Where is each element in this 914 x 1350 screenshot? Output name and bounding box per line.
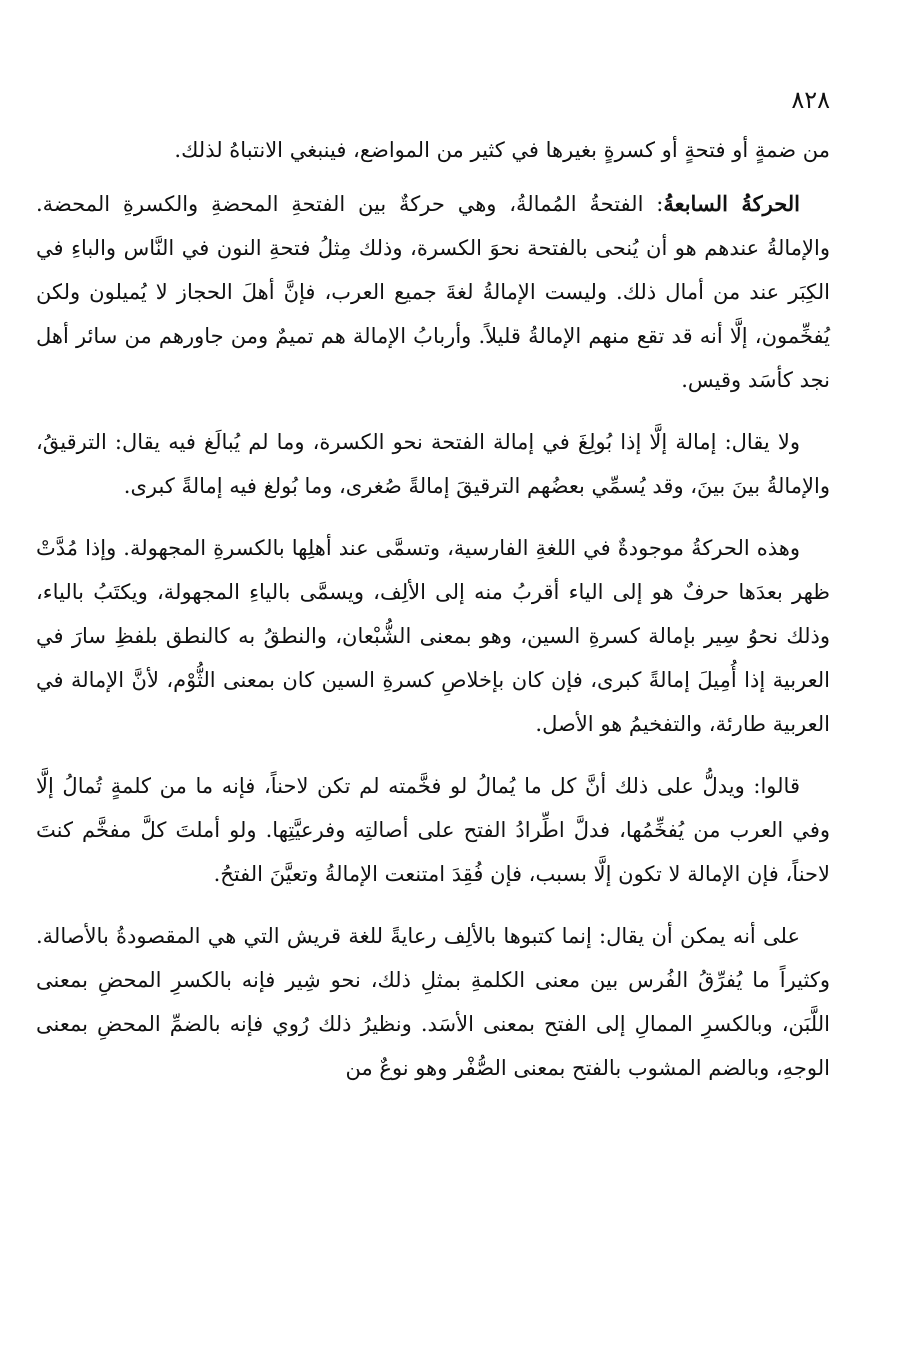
- paragraph-continuation: [36, 128, 830, 172]
- paragraph-persian: [36, 526, 830, 746]
- page-number: ٨٢٨: [791, 86, 830, 114]
- body-text: [36, 128, 830, 1108]
- paragraph-text: : الفتحةُ المُمالةُ، وهي حركةٌ بين الفتحةِ المحضةِ والكسرةِ المحضة. والإمالةُ عندهم هو أن يُنحى بالفتحة نحوَ الكسرة، وذلك مِثلُ فتحةِ النون في النَّاس والباءِ في الكِبَر عند من أمال ذلك. وليست الإمالةُ لغةَ جميع العرب، فإنَّ أهلَ الحجاز لا يُميلون ولكن يُفخِّمون، إلَّا أنه قد تقع منهم الإمالةُ قليلاً. وأربابُ الإمالة هم تميمٌ ومن جاورهم من سائر أهل نجد كأسَد وقيس.: [36, 192, 830, 392]
- section-heading: الحركةُ السابعةُ: [663, 191, 801, 216]
- paragraph-imala-definition: [36, 420, 830, 508]
- paragraph-text: ولا يقال: إمالة إلَّا إذا بُولِغَ في إمالة الفتحة نحو الكسرة، وما لم يُبالَغ فيه يقال: الترقيقُ، والإمالةُ بينَ بينَ، وقد يُسمِّي بعضُهم الترقيقَ إمالةً صُغرى، وما بُولغ فيه إمالةً كبرى.: [36, 430, 830, 498]
- paragraph-text: وهذه الحركةُ موجودةٌ في اللغةِ الفارسية، وتسمَّى عند أهلِها بالكسرةِ المجهولة. وإذا مُدَّتْ ظهر بعدَها حرفٌ هو إلى الياء أقربُ منه إلى الألِف، ويسمَّى بالياءِ المجهولة، ويكتَبُ بالياء، وذلك نحوُ سِير بإمالة كسرةِ السين، وهو بمعنى الشُّبْعان، والنطقُ به كالنطق بلفظِ سارَ في العربية إذا أُمِيلَ إمالةً كبرى، فإن كان بإخلاصِ كسرةِ السين كان بمعنى الثُّوْم، لأنَّ الإمالة في العربية طارئة، والتفخيمُ هو الأصل.: [36, 536, 830, 736]
- paragraph-quraysh: [36, 914, 830, 1090]
- paragraph-text: قالوا: ويدلُّ على ذلك أنَّ كل ما يُمالُ لو فخَّمته لم تكن لاحناً، فإنه ما من كلمةٍ تُمالُ إلَّا وفي العرب من يُفخِّمُها، فدلَّ اطِّرادُ الفتح على أصالتِه وفرعيَّتِها. ولو أملتَ كلَّ مفخَّم كنتَ لاحناً، فإن الإمالة لا تكون إلَّا بسبب، فإن فُقِدَ امتنعت الإمالةُ وتعيَّنَ الفتحُ.: [36, 774, 830, 886]
- paragraph-evidence: [36, 764, 830, 896]
- paragraph-seventh-vowel: [36, 182, 830, 402]
- paragraph-text: من ضمةٍ أو فتحةٍ أو كسرةٍ بغيرها في كثير من المواضع، فينبغي الانتباهُ لذلك.: [174, 138, 830, 162]
- paragraph-text: على أنه يمكن أن يقال: إنما كتبوها بالألِف رعايةً للغة قريش التي هي المقصودةُ بالأصالة. وكثيراً ما يُفرِّقُ الفُرس بين معنى الكلمةِ بمثلِ ذلك، نحو شِير فإنه بالكسرِ المحضِ بمعنى اللَّبَن، وبالكسرِ الممالِ إلى الفتح بمعنى الأسَد. ونظيرُ ذلك رُوي فإنه بالضمِّ المحضِ بمعنى الوجهِ، وبالضم المشوب بالفتح بمعنى الصُّفْر وهو نوعٌ من: [36, 924, 830, 1080]
